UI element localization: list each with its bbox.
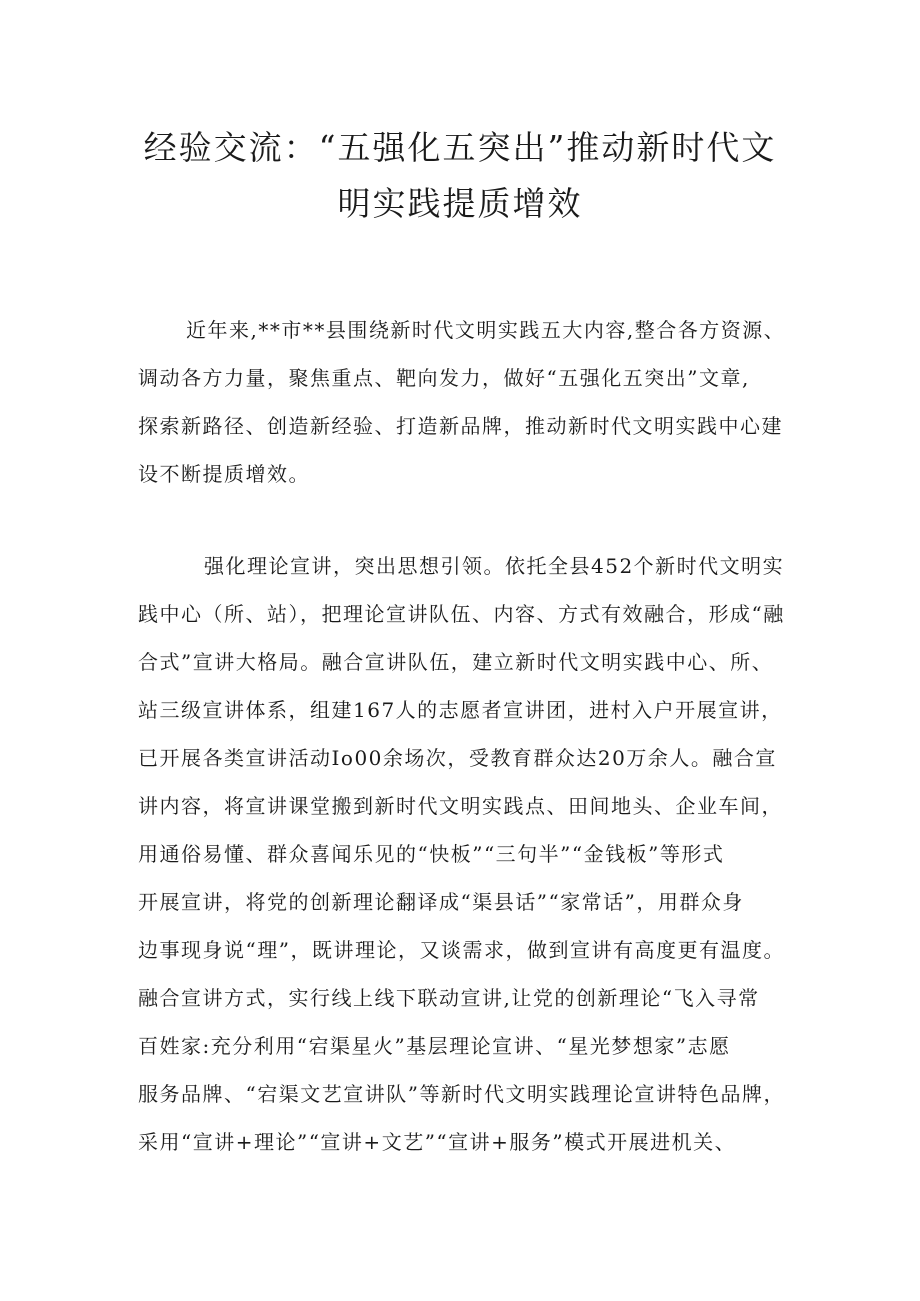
intro-paragraph (138, 306, 788, 498)
paragraph-line: 用通俗易懂、群众喜闻乐见的“快板”“三句半”“金钱板”等形式 (138, 842, 725, 866)
paragraph-line: 讲内容，将宣讲课堂搬到新时代文明实践点、田间地头、企业车间， (138, 794, 783, 818)
paragraph-line: 调动各方力量，聚焦重点、靶向发力，做好“五强化五突出”文章, (138, 366, 750, 390)
paragraph-line: 服务品牌、“宕渠文艺宣讲队”等新时代文明实践理论宣讲特色品牌， (138, 1082, 785, 1106)
paragraph-line: 强化理论宣讲，突出思想引领。依托全县452个新时代文明实 (204, 554, 785, 578)
paragraph-line: 开展宣讲，将党的创新理论翻译成“渠县话”“家常话”，用群众身 (138, 890, 744, 914)
paragraph-line: 践中心（所、站），把理论宣讲队伍、内容、方式有效融合，形成“融 (138, 602, 785, 626)
paragraph-line: 边事现身说“理”，既讲理论，又谈需求，做到宣讲有高度更有温度。 (138, 938, 785, 962)
paragraph-line: 站三级宣讲体系，组建167人的志愿者宣讲团，进村入户开展宣讲， (138, 698, 783, 722)
document-title-line-1: 经验交流：“五强化五突出”推动新时代文 (143, 128, 777, 167)
body-paragraph (138, 542, 788, 1166)
paragraph-line: 设不断提质增效。 (138, 462, 310, 486)
paragraph-line: 近年来,**市**县围绕新时代文明实践五大内容,整合各方资源、 (186, 318, 786, 342)
paragraph-line: 合式”宣讲大格局。融合宣讲队伍，建立新时代文明实践中心、所、 (138, 650, 774, 674)
paragraph-line: 已开展各类宣讲活动Io00余场次，受教育群众达20万余人。融合宣 (138, 746, 777, 770)
paragraph-line: 融合宣讲方式，实行线上线下联动宣讲,让党的创新理论“飞入寻常 (138, 986, 760, 1010)
paragraph-line: 探索新路径、创造新经验、打造新品牌，推动新时代文明实践中心建 (138, 414, 783, 438)
paragraph-line: 采用“宣讲+理论”“宣讲+文艺”“宣讲+服务”模式开展进机关、 (138, 1130, 737, 1154)
paragraph-line: 百姓家:充分利用“宕渠星火”基层理论宣讲、“星光梦想家”志愿 (138, 1034, 731, 1058)
document-title-line-2: 明实践提质增效 (337, 184, 583, 223)
